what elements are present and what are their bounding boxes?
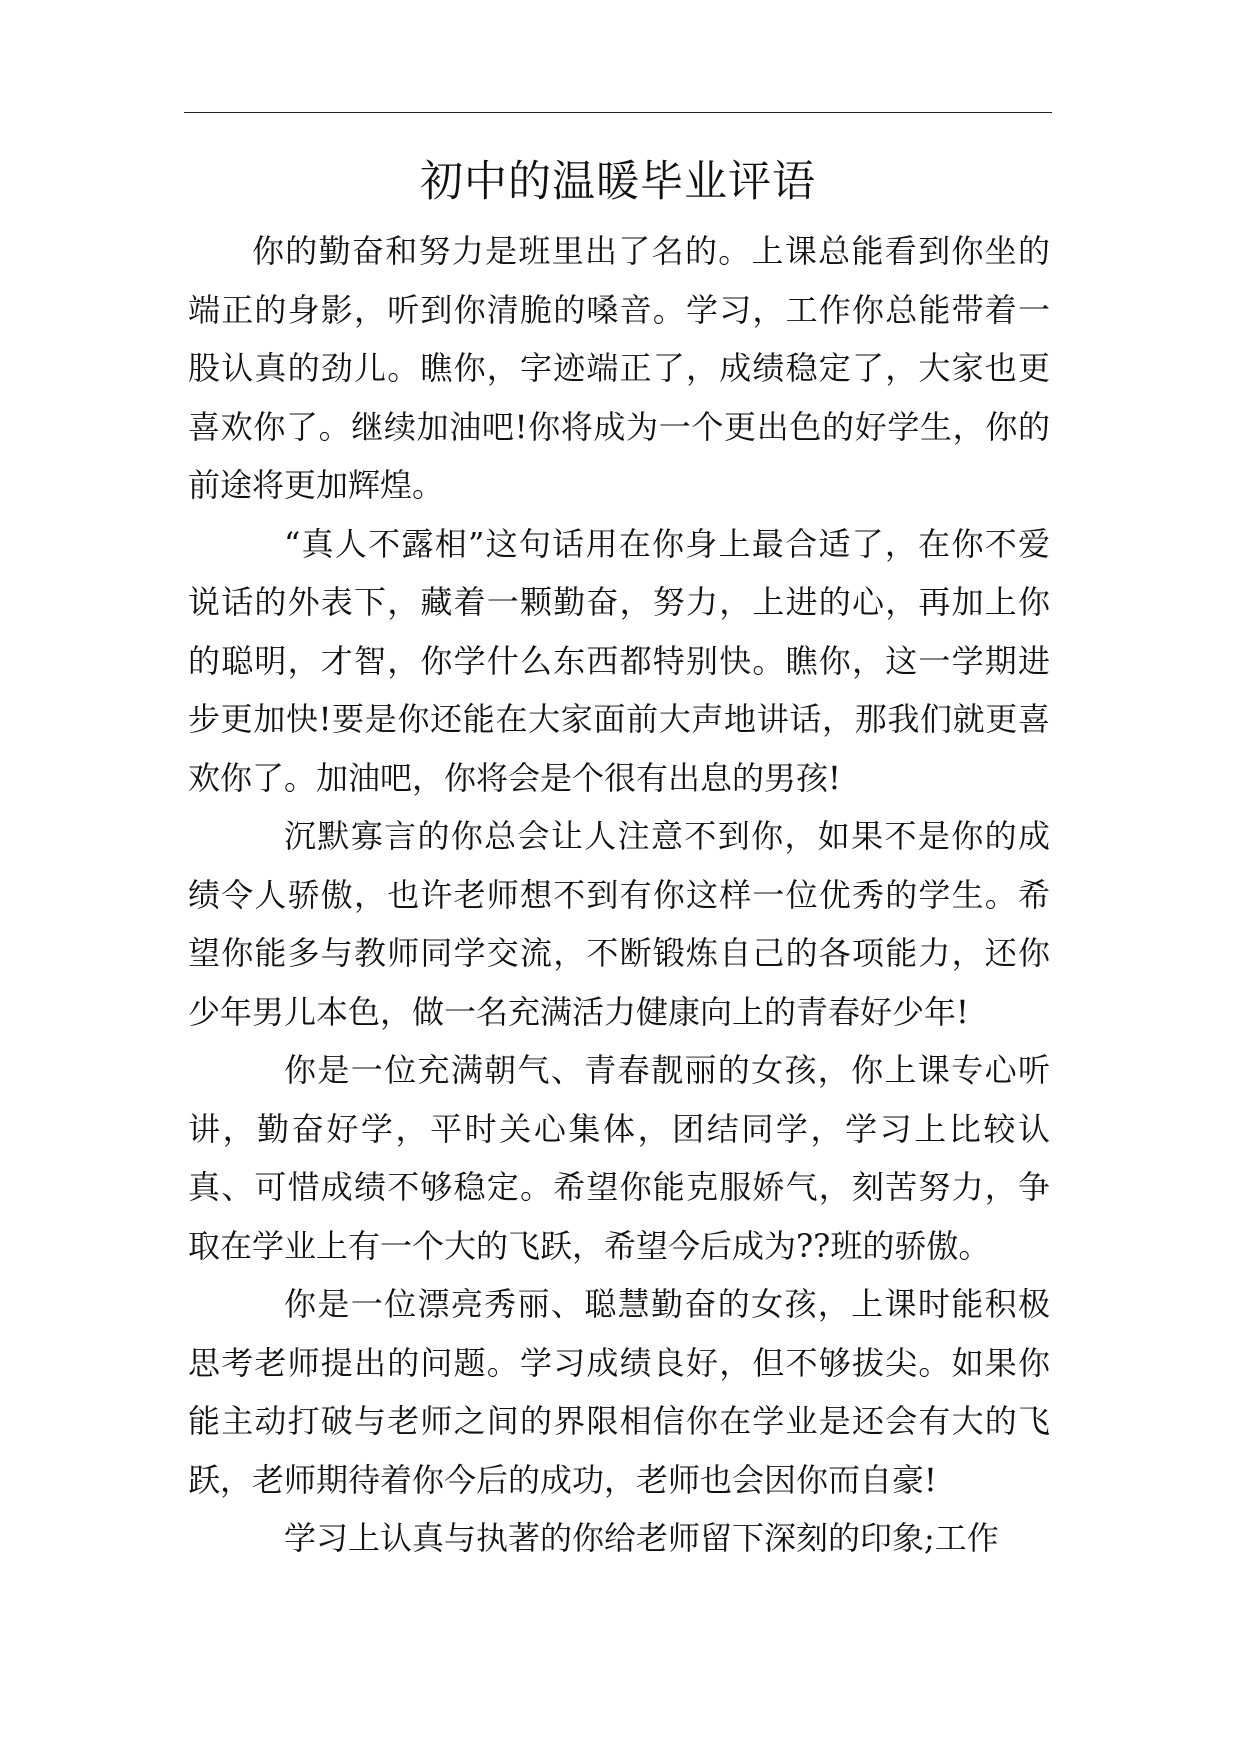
document-title: 初中的温暖毕业评语 <box>420 157 816 207</box>
paragraph-4: 你是一位充满朝气、青春靓丽的女孩，你上课专心听讲，勤奋好学，平时关心集体，团结同学，学习上比较认真、可惜成绩不够稳定。希望你能克服娇气，刻苦努力，争取在学业上有一个大的飞跃，希望今后成为??班的骄傲。 <box>188 1051 1050 1265</box>
paragraph-5: 你是一位漂亮秀丽、聪慧勤奋的女孩，上课时能积极思考老师提出的问题。学习成绩良好，但不够拔尖。如果你能主动打破与老师之间的界限相信你在学业是还会有大的飞跃，老师期待着你今后的成功，老师也会因你而自豪! <box>188 1285 1050 1499</box>
paragraph-3: 沉默寡言的你总会让人注意不到你，如果不是你的成绩令人骄傲，也许老师想不到有你这样一位优秀的学生。希望你能多与教师同学交流，不断锻炼自己的各项能力，还你少年男儿本色，做一名充满活力健康向上的青春好少年! <box>188 817 1050 1031</box>
header-divider <box>184 112 1052 113</box>
paragraph-1: 你的勤奋和努力是班里出了名的。上课总能看到你坐的端正的身影，听到你清脆的嗓音。学习，工作你总能带着一股认真的劲儿。瞧你，字迹端正了，成绩稳定了，大家也更喜欢你了。继续加油吧!你将成为一个更出色的好学生，你的前途将更加辉煌。 <box>188 232 1050 504</box>
paragraph-2: “真人不露相”这句话用在你身上最合适了，在你不爱说话的外表下，藏着一颗勤奋，努力，上进的心，再加上你的聪明，才智，你学什么东西都特别快。瞧你，这一学期进步更加快!要是你还能在大家面前大声地讲话，那我们就更喜欢你了。加油吧，你将会是个很有出息的男孩! <box>188 524 1050 797</box>
document-body <box>188 222 1050 1568</box>
paragraph-6: 学习上认真与执著的你给老师留下深刻的印象;工作 <box>284 1519 999 1557</box>
